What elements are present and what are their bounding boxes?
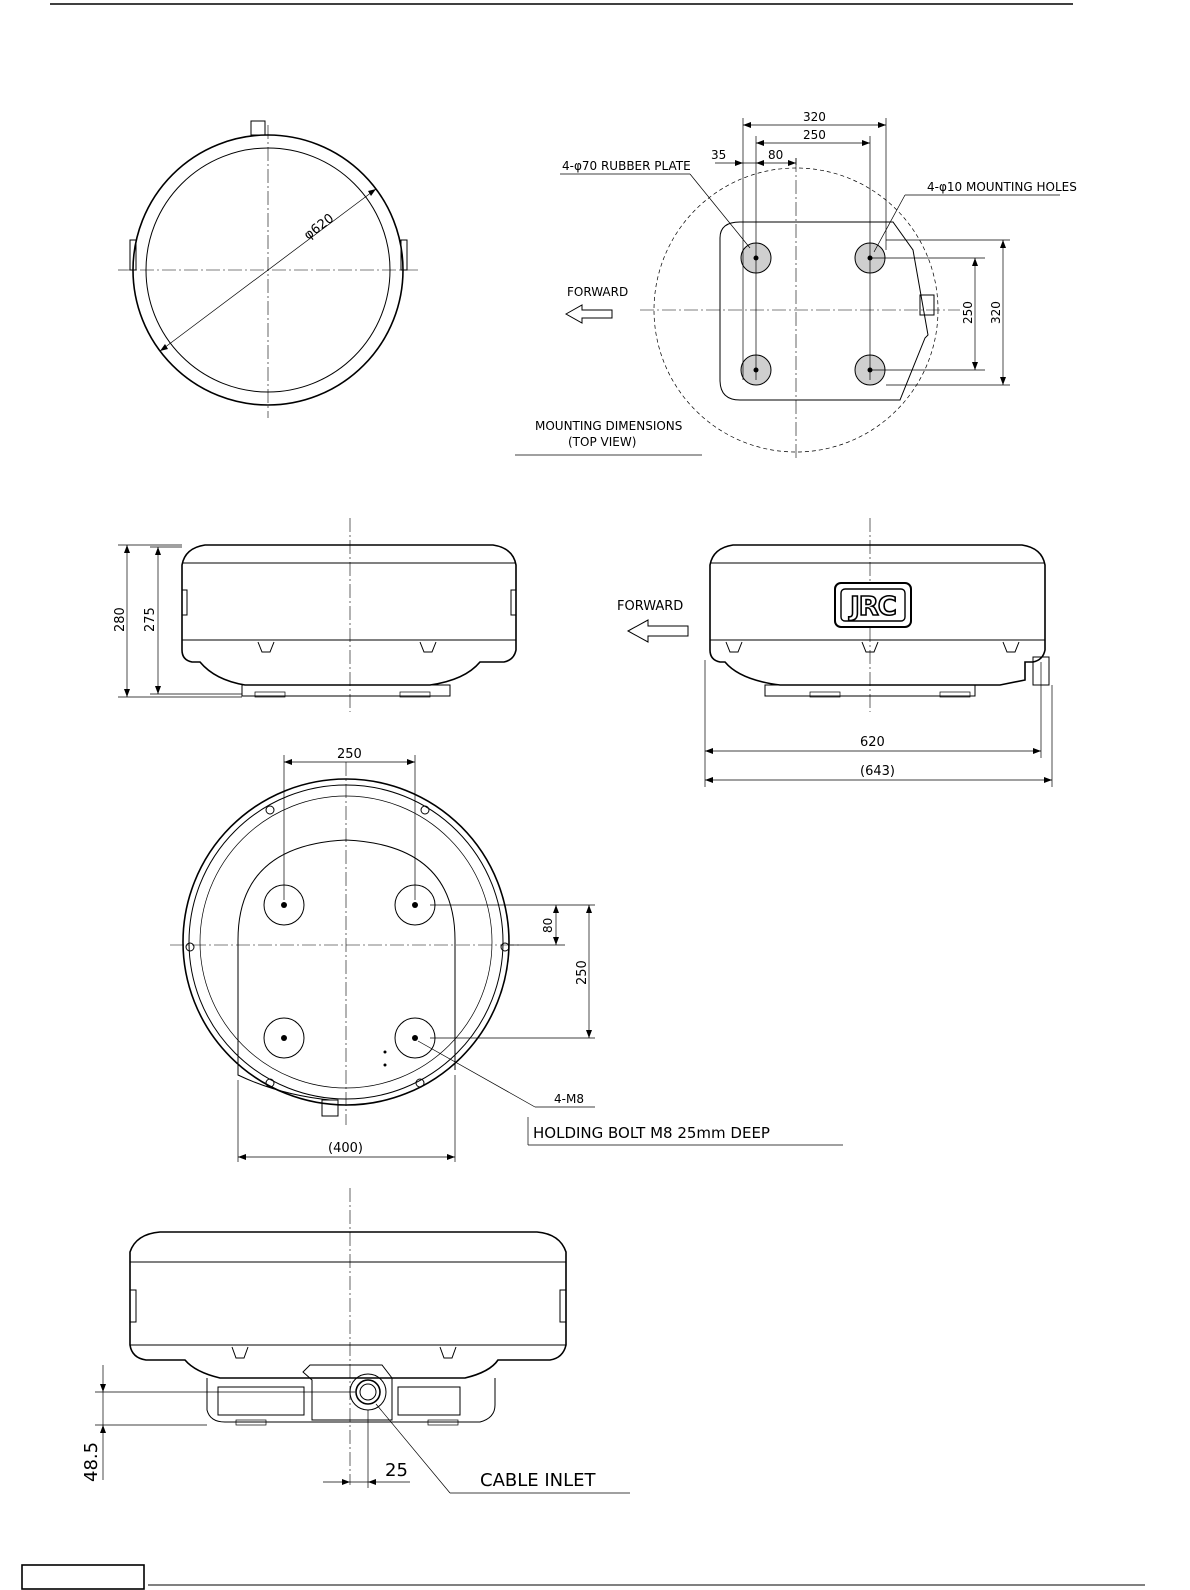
dim-250-height-bottom: 250	[575, 960, 590, 985]
dim-25: 25	[385, 1460, 408, 1481]
mounting-caption-line1: MOUNTING DIMENSIONS	[535, 419, 683, 433]
dim-80: 80	[768, 148, 784, 162]
bottom-view	[170, 747, 843, 1162]
dim-250-width: 250	[803, 128, 826, 142]
dim-250-height: 250	[961, 301, 975, 324]
holding-bolt-label: HOLDING BOLT M8 25mm DEEP	[533, 1124, 770, 1142]
diameter-label: φ620	[301, 211, 338, 244]
forward-arrow-icon	[566, 305, 612, 323]
dim-35: 35	[711, 148, 727, 162]
forward-label-top: FORWARD	[567, 285, 629, 299]
rear-view	[81, 1188, 630, 1493]
front-view	[113, 518, 516, 712]
dim-400: (400)	[328, 1141, 363, 1156]
rubber-plate	[741, 243, 885, 385]
bolt-label: 4-M8	[554, 1092, 584, 1106]
mounting-top-view	[515, 110, 1077, 460]
dim-643: (643)	[860, 764, 895, 779]
rubber-plate-label: 4-φ70 RUBBER PLATE	[562, 159, 691, 173]
forward-arrow-icon	[628, 620, 688, 642]
dim-275: 275	[143, 607, 158, 632]
page-number-box	[22, 1565, 144, 1589]
dim-250-width-bottom: 250	[337, 747, 362, 762]
jrc-logo-text: JRC	[850, 592, 896, 622]
mounting-caption-line2: (TOP VIEW)	[568, 435, 637, 449]
forward-label-side: FORWARD	[617, 599, 684, 614]
dim-80-bottom: 80	[541, 917, 555, 933]
top-outline-view	[118, 121, 418, 418]
dim-620: 620	[860, 735, 885, 750]
cable-inlet-label: CABLE INLET	[480, 1470, 596, 1491]
dim-320-height: 320	[989, 301, 1003, 324]
side-view	[617, 518, 1052, 787]
dim-320-width: 320	[803, 110, 826, 124]
mounting-holes-label: 4-φ10 MOUNTING HOLES	[927, 180, 1077, 194]
dim-280: 280	[113, 607, 128, 632]
dim-48-5: 48.5	[81, 1441, 102, 1482]
